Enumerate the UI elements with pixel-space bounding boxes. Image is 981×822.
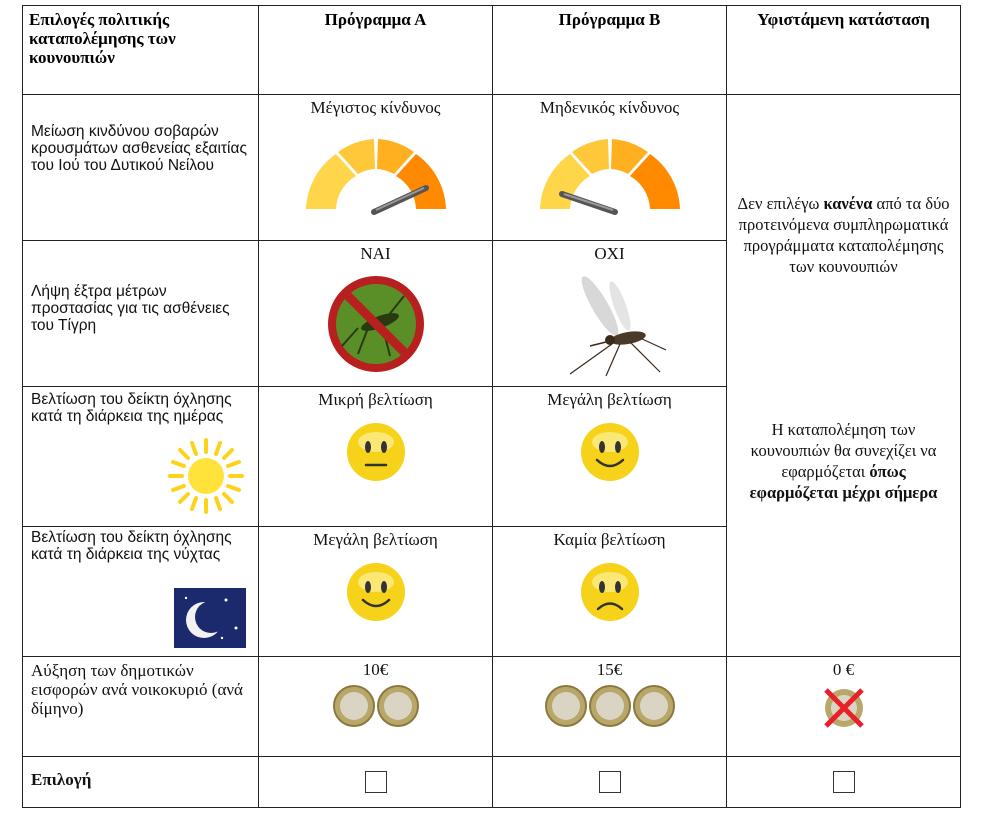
euro-coin-icon bbox=[332, 684, 376, 728]
program-a-value: 10€ bbox=[362, 660, 389, 679]
row-label-cell bbox=[23, 387, 259, 527]
status-text-part: από τα δύο προτεινόμενα συμπληρωματικά προγράμματα καταπολέμησης των κουνουπιών bbox=[738, 194, 950, 276]
table-row bbox=[23, 657, 961, 757]
euro-coin-icon bbox=[376, 684, 420, 728]
status-text-continue bbox=[727, 419, 960, 503]
status-quo-cost-cell bbox=[727, 657, 961, 757]
program-a-cell bbox=[259, 657, 493, 757]
row-label: Βελτίωση του δείκτη όχλησης κατά τη διάρκεια της ημέρας bbox=[31, 391, 232, 425]
header-options-cell bbox=[23, 6, 259, 95]
program-a-value: Μικρή βελτίωση bbox=[318, 390, 433, 409]
euro-coin-icon bbox=[544, 684, 588, 728]
program-a-value: Μεγάλη βελτίωση bbox=[313, 530, 438, 549]
choice-current-cell bbox=[727, 757, 961, 808]
crossed-coin-icon bbox=[727, 684, 960, 732]
program-b-value: Καμία βελτίωση bbox=[553, 530, 666, 549]
header-current-cell bbox=[727, 6, 961, 95]
sun-icon bbox=[168, 438, 244, 514]
choice-table bbox=[22, 5, 961, 808]
program-b-cell bbox=[493, 95, 727, 241]
euro-coin-icon bbox=[632, 684, 676, 728]
program-b-value: Μεγάλη βελτίωση bbox=[547, 390, 672, 409]
status-text-bold: εφαρμόζεται μέχρι σήμερα bbox=[749, 483, 938, 502]
choice-label: Επιλογή bbox=[31, 770, 92, 789]
choice-row bbox=[23, 757, 961, 808]
euro-coin-icon bbox=[588, 684, 632, 728]
header-row bbox=[23, 6, 961, 95]
status-text-part: Δεν επιλέγω bbox=[737, 194, 824, 213]
header-program-b-label: Πρόγραμμα Β bbox=[558, 10, 661, 29]
risk-gauge-icon bbox=[259, 124, 492, 219]
header-program-a-cell bbox=[259, 6, 493, 95]
header-program-b-cell bbox=[493, 6, 727, 95]
risk-gauge-icon bbox=[493, 124, 726, 219]
status-quo-cell bbox=[727, 95, 961, 657]
row-label-cell bbox=[23, 657, 259, 757]
program-b-cell bbox=[493, 241, 727, 387]
status-text-part: Η καταπολέμηση των κουνουπιών θα συνεχίζει να εφαρμόζεται bbox=[750, 420, 937, 481]
row-label-cell bbox=[23, 95, 259, 241]
program-b-value: ΟΧΙ bbox=[594, 244, 625, 263]
program-a-cell bbox=[259, 527, 493, 657]
row-label: Λήψη έξτρα μέτρων προστασίας για τις ασθένειες του Τίγρη bbox=[31, 283, 230, 334]
policy-choice-card bbox=[22, 5, 960, 808]
program-b-cell bbox=[493, 387, 727, 527]
choice-label-cell bbox=[23, 757, 259, 808]
program-b-value: 15€ bbox=[596, 660, 623, 679]
euro-coins-b bbox=[493, 684, 726, 728]
choice-current-checkbox[interactable] bbox=[833, 771, 855, 793]
header-options-label: Επιλογές πολιτικής καταπολέμησης των κουνουπιών bbox=[29, 10, 176, 67]
status-text-none bbox=[727, 193, 960, 277]
row-label-cell bbox=[23, 241, 259, 387]
program-a-value: ΝΑΙ bbox=[360, 244, 391, 263]
choice-a-cell bbox=[259, 757, 493, 808]
program-a-cell bbox=[259, 387, 493, 527]
neutral-face-icon bbox=[259, 420, 492, 484]
status-text-bold: κανένα bbox=[823, 194, 873, 213]
smiley-face-icon bbox=[493, 420, 726, 484]
row-label: Μείωση κινδύνου σοβαρών κρουσμάτων ασθενείας εξαιτίας του Ιού του Δυτικού Νείλου bbox=[31, 123, 247, 174]
euro-coins-a bbox=[259, 684, 492, 728]
header-program-a-label: Πρόγραμμα Α bbox=[324, 10, 427, 29]
sad-face-icon bbox=[493, 560, 726, 624]
program-a-cell bbox=[259, 241, 493, 387]
choice-b-checkbox[interactable] bbox=[599, 771, 621, 793]
program-a-value: Μέγιστος κίνδυνος bbox=[310, 98, 441, 117]
row-label-cell bbox=[23, 527, 259, 657]
status-text-bold: όπως bbox=[869, 462, 906, 481]
choice-b-cell bbox=[493, 757, 727, 808]
mosquito-icon bbox=[493, 266, 726, 378]
smiley-face-icon bbox=[259, 560, 492, 624]
program-b-value: Μηδενικός κίνδυνος bbox=[539, 98, 680, 117]
program-a-cell bbox=[259, 95, 493, 241]
header-current-label: Υφιστάμενη κατάσταση bbox=[757, 10, 930, 29]
table-row bbox=[23, 95, 961, 241]
moon-icon bbox=[174, 588, 246, 648]
row-label: Βελτίωση του δείκτη όχλησης κατά τη διάρκεια της νύχτας bbox=[31, 529, 232, 563]
status-quo-value: 0 € bbox=[832, 660, 855, 679]
program-b-cell bbox=[493, 657, 727, 757]
choice-a-checkbox[interactable] bbox=[365, 771, 387, 793]
no-mosquito-icon bbox=[259, 276, 492, 372]
program-b-cell bbox=[493, 527, 727, 657]
row-label: Αύξηση των δημοτικών εισφορών ανά νοικοκυριό (ανά δίμηνο) bbox=[31, 661, 243, 718]
